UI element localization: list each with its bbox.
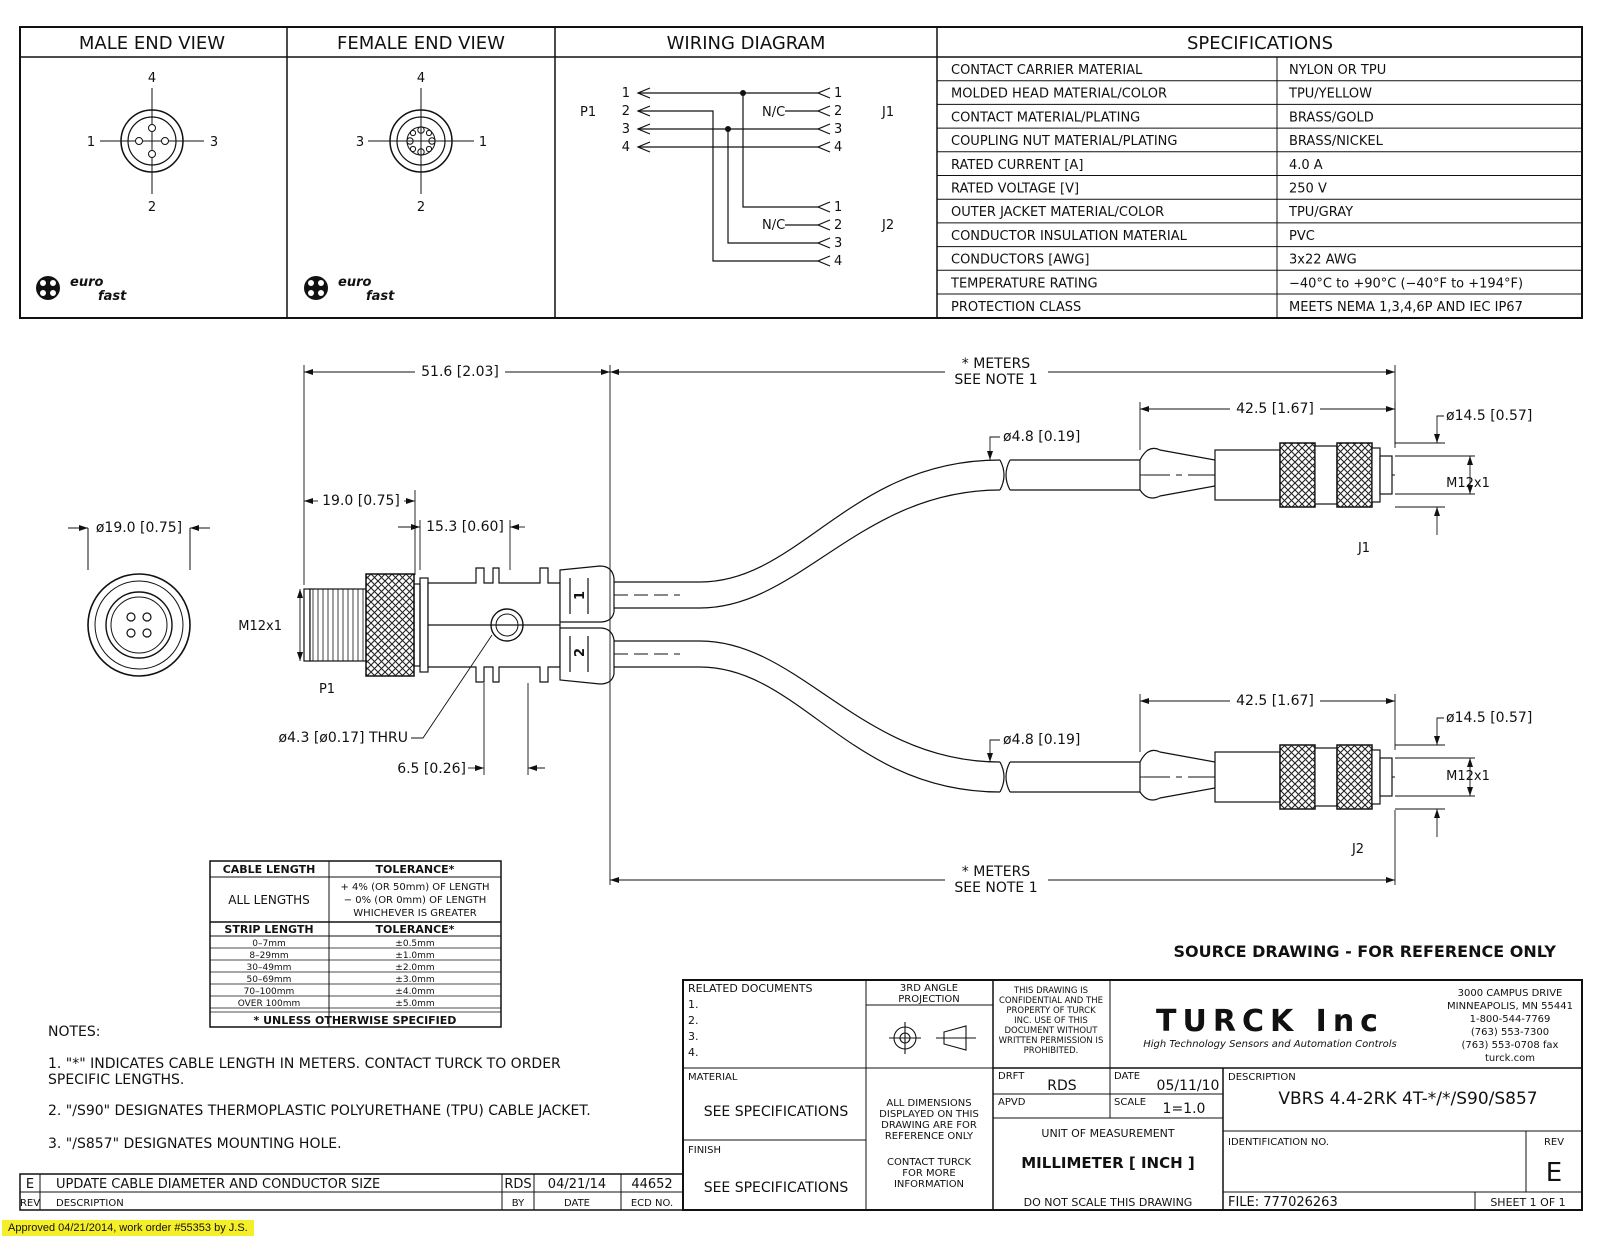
svg-text:2. "/S90" DESIGNATES THERMOPLA: 2. "/S90" DESIGNATES THERMOPLASTIC POLYURETHANE (TPU) CABLE JACKET. (48, 1103, 591, 1119)
wiring-j2-pins (834, 200, 842, 269)
spec-name: RATED VOLTAGE [V] (951, 181, 1080, 197)
spec-value: NYLON OR TPU (1289, 63, 1387, 78)
spec-name: CONTACT CARRIER MATERIAL (951, 63, 1143, 78)
svg-text:4: 4 (621, 140, 630, 155)
svg-text:IDENTIFICATION NO.: IDENTIFICATION NO. (1228, 1137, 1329, 1148)
svg-text:RELATED DOCUMENTS: RELATED DOCUMENTS (688, 982, 813, 995)
label-j1: J1 (1357, 541, 1371, 556)
svg-text:2.: 2. (688, 1014, 699, 1027)
svg-text:±1.0mm: ±1.0mm (395, 951, 435, 961)
svg-text:fast: fast (366, 289, 395, 304)
svg-text:SEE SPECIFICATIONS: SEE SPECIFICATIONS (703, 1180, 849, 1196)
svg-text:4: 4 (834, 140, 843, 155)
specifications-header: SPECIFICATIONS (1186, 33, 1334, 54)
spec-name: MOLDED HEAD MATERIAL/COLOR (951, 86, 1168, 102)
svg-text:OVER 100mm: OVER 100mm (237, 999, 301, 1009)
dim-len-42-j2: 42.5 [1.67] (1236, 693, 1314, 709)
female-end-view (368, 88, 474, 194)
rev-letter: E (1545, 1158, 1563, 1188)
svg-text:DESCRIPTION: DESCRIPTION (1228, 1072, 1296, 1083)
svg-text:+ 4% (OR 50mm) OF LENGTH: + 4% (OR 50mm) OF LENGTH (340, 882, 490, 893)
svg-text:05/11/10: 05/11/10 (1156, 1078, 1220, 1094)
svg-text:TOLERANCE*: TOLERANCE* (375, 923, 455, 936)
svg-text:DRAWING ARE FOR: DRAWING ARE FOR (881, 1120, 977, 1131)
svg-text:1=1.0: 1=1.0 (1162, 1101, 1206, 1117)
svg-text:±5.0mm: ±5.0mm (395, 999, 435, 1009)
dim-m12-j1: M12x1 (1446, 476, 1490, 491)
svg-text:DESCRIPTION: DESCRIPTION (56, 1198, 124, 1209)
svg-text:1. "*" INDICATES CABLE LENGTH: 1. "*" INDICATES CABLE LENGTH IN METERS. CONTACT TURCK TO ORDER (48, 1056, 561, 1072)
svg-text:REV: REV (1543, 1137, 1565, 1148)
svg-text:APVD: APVD (998, 1097, 1026, 1108)
wiring-p1-label: P1 (580, 105, 597, 120)
svg-text:70–100mm: 70–100mm (243, 987, 295, 997)
svg-text:REFERENCE ONLY: REFERENCE ONLY (884, 1131, 974, 1142)
svg-text:PROPERTY OF TURCK: PROPERTY OF TURCK (1006, 1006, 1096, 1016)
svg-text:SCALE: SCALE (1114, 1097, 1147, 1108)
svg-text:UPDATE CABLE DIAMETER AND COND: UPDATE CABLE DIAMETER AND CONDUCTOR SIZE (56, 1177, 381, 1192)
spec-value: 3x22 AWG (1289, 252, 1357, 268)
spec-value: 250 V (1289, 181, 1327, 197)
svg-text:±4.0mm: ±4.0mm (395, 987, 435, 997)
svg-text:44652: 44652 (631, 1177, 673, 1192)
drawing-description: VBRS 4.4-2RK 4T-*/*/S90/S857 (1278, 1089, 1538, 1109)
svg-text:ALL DIMENSIONS: ALL DIMENSIONS (886, 1098, 972, 1109)
svg-text:SEE SPECIFICATIONS: SEE SPECIFICATIONS (703, 1104, 849, 1120)
wiring-lines (638, 88, 830, 266)
dim-len-6: 6.5 [0.26] (397, 761, 466, 777)
svg-text:E: E (25, 1177, 35, 1192)
svg-text:3: 3 (834, 122, 843, 137)
revision-block (20, 1174, 683, 1210)
svg-text:PROHIBITED.: PROHIBITED. (1023, 1046, 1079, 1056)
svg-text:CONFIDENTIAL AND THE: CONFIDENTIAL AND THE (999, 996, 1103, 1006)
spec-value: BRASS/NICKEL (1289, 134, 1383, 150)
turck-logo: TURCK Inc (1156, 1004, 1384, 1039)
dim-len-15: 15.3 [0.60] (426, 519, 504, 535)
svg-text:04/21/14: 04/21/14 (547, 1177, 607, 1192)
tolerance-table (210, 861, 501, 1027)
dim-len-42-j1: 42.5 [1.67] (1236, 401, 1314, 417)
label-j2: J2 (1351, 842, 1365, 857)
svg-text:4: 4 (834, 254, 843, 269)
svg-text:RDS: RDS (504, 1177, 532, 1192)
spec-value: BRASS/GOLD (1289, 110, 1374, 126)
svg-text:MATERIAL: MATERIAL (688, 1072, 738, 1083)
wiring-nc-j2: N/C (762, 218, 786, 233)
dim-m12-j2: M12x1 (1446, 769, 1490, 784)
svg-text:FILE: 777026263: FILE: 777026263 (1228, 1195, 1338, 1210)
svg-text:1: 1 (621, 86, 630, 101)
svg-text:4.: 4. (688, 1046, 699, 1059)
assembly-drawing (88, 443, 1395, 809)
svg-text:INFORMATION: INFORMATION (893, 1179, 965, 1190)
svg-text:2: 2 (834, 218, 843, 233)
svg-text:±3.0mm: ±3.0mm (395, 975, 435, 985)
svg-text:±0.5mm: ±0.5mm (395, 939, 435, 949)
spec-name: RATED CURRENT [A] (951, 157, 1084, 173)
svg-text:UNIT OF MEASUREMENT: UNIT OF MEASUREMENT (1041, 1127, 1175, 1140)
svg-text:CABLE LENGTH: CABLE LENGTH (222, 863, 316, 876)
male-pin-3: 3 (209, 135, 219, 150)
wiring-p1-pins (622, 86, 630, 155)
svg-text:BY: BY (511, 1198, 525, 1209)
female-end-view-header: FEMALE END VIEW (337, 33, 505, 54)
spec-name: TEMPERATURE RATING (951, 276, 1098, 292)
specifications-table (937, 63, 1582, 315)
leg-2-label: 2 (573, 647, 588, 657)
svg-text:PROJECTION: PROJECTION (898, 994, 960, 1005)
svg-text:±2.0mm: ±2.0mm (395, 963, 435, 973)
eurofast-logo-male (36, 275, 127, 304)
projection-symbol-icon (889, 1022, 976, 1054)
source-drawing-note: SOURCE DRAWING - FOR REFERENCE ONLY (1173, 942, 1556, 961)
dim-dia-14-j2: ø14.5 [0.57] (1446, 710, 1533, 726)
dim-see-note-top: SEE NOTE 1 (954, 372, 1038, 388)
svg-text:MINNEAPOLIS, MN 55441: MINNEAPOLIS, MN 55441 (1447, 1001, 1573, 1012)
svg-text:TOLERANCE*: TOLERANCE* (375, 863, 455, 876)
leg-1-label: 1 (573, 590, 588, 600)
svg-text:8–29mm: 8–29mm (249, 951, 289, 961)
svg-text:(763) 553-0708 fax: (763) 553-0708 fax (1461, 1040, 1559, 1051)
svg-text:SHEET 1 OF 1: SHEET 1 OF 1 (1490, 1196, 1566, 1209)
svg-text:fast: fast (98, 289, 127, 304)
male-pin-1: 1 (86, 135, 96, 150)
svg-text:3: 3 (621, 122, 630, 137)
svg-text:* UNLESS OTHERWISE SPECIFIED: * UNLESS OTHERWISE SPECIFIED (253, 1014, 457, 1027)
svg-text:euro: euro (338, 275, 372, 290)
svg-text:2: 2 (621, 104, 630, 119)
svg-text:WRITTEN PERMISSION IS: WRITTEN PERMISSION IS (998, 1036, 1104, 1046)
dim-dia-14-j1: ø14.5 [0.57] (1446, 408, 1533, 424)
svg-text:3: 3 (834, 236, 843, 251)
svg-text:ECD NO.: ECD NO. (630, 1198, 674, 1209)
dim-meters-bottom: * METERS (961, 864, 1031, 880)
svg-text:SPECIFIC LENGTHS.: SPECIFIC LENGTHS. (48, 1072, 185, 1088)
svg-text:2: 2 (834, 104, 843, 119)
svg-text:DO NOT SCALE THIS DRAWING: DO NOT SCALE THIS DRAWING (1023, 1196, 1193, 1209)
title-block (683, 980, 1582, 1210)
svg-text:1: 1 (834, 200, 843, 215)
dim-meters-top: * METERS (961, 356, 1031, 372)
female-pin-3: 3 (355, 135, 365, 150)
svg-text:DATE: DATE (1114, 1071, 1141, 1082)
svg-text:RDS: RDS (1047, 1078, 1077, 1094)
wiring-j2-label: J2 (882, 218, 895, 233)
svg-text:INC. USE OF THIS: INC. USE OF THIS (1014, 1016, 1088, 1026)
svg-text:1.: 1. (688, 998, 699, 1011)
dim-see-note-bottom: SEE NOTE 1 (954, 880, 1038, 896)
svg-text:3.: 3. (688, 1030, 699, 1043)
svg-text:REV: REV (19, 1198, 41, 1209)
svg-text:30–49mm: 30–49mm (246, 963, 292, 973)
svg-text:0–7mm: 0–7mm (252, 939, 286, 949)
label-p1: P1 (318, 682, 336, 697)
spec-value: TPU/YELLOW (1289, 86, 1372, 102)
svg-text:STRIP LENGTH: STRIP LENGTH (224, 923, 314, 936)
turck-tagline: High Technology Sensors and Automation Controls (1143, 1039, 1397, 1050)
dim-m12-p1: M12x1 (238, 619, 282, 634)
male-pin-4: 4 (147, 71, 157, 86)
spec-name: CONTACT MATERIAL/PLATING (951, 110, 1141, 126)
male-end-view-header: MALE END VIEW (78, 33, 226, 54)
spec-value: TPU/GRAY (1289, 205, 1354, 221)
svg-text:DATE: DATE (563, 1198, 591, 1209)
eurofast-logo-female (304, 275, 395, 304)
svg-text:(763) 553-7300: (763) 553-7300 (1470, 1027, 1550, 1038)
wiring-j1-pins (834, 86, 842, 155)
dim-overall-length: 51.6 [2.03] (421, 364, 499, 380)
svg-text:FOR MORE: FOR MORE (902, 1168, 956, 1179)
spec-value: PVC (1289, 228, 1315, 244)
female-pin-1: 1 (478, 135, 488, 150)
svg-text:50–69mm: 50–69mm (246, 975, 292, 985)
dim-cable-dia-2: ø4.8 [0.19] (1003, 732, 1081, 748)
svg-text:turck.com: turck.com (1485, 1053, 1535, 1064)
spec-name: CONDUCTOR INSULATION MATERIAL (951, 228, 1187, 244)
notes (48, 1024, 591, 1152)
svg-text:3. "/S857" DESIGNATES MOUNTING: 3. "/S857" DESIGNATES MOUNTING HOLE. (48, 1136, 342, 1152)
dim-len-19: 19.0 [0.75] (322, 493, 400, 509)
female-pin-4: 4 (416, 71, 426, 86)
svg-text:WHICHEVER IS GREATER: WHICHEVER IS GREATER (353, 908, 477, 919)
svg-text:3000 CAMPUS DRIVE: 3000 CAMPUS DRIVE (1457, 988, 1563, 999)
female-pin-2: 2 (416, 200, 426, 215)
dim-thru-hole: ø4.3 [ø0.17] THRU (278, 730, 408, 746)
male-end-view (100, 88, 204, 194)
svg-text:euro: euro (70, 275, 104, 290)
spec-name: PROTECTION CLASS (951, 300, 1082, 315)
svg-text:1-800-544-7769: 1-800-544-7769 (1469, 1014, 1551, 1025)
svg-text:3RD ANGLE: 3RD ANGLE (899, 983, 959, 994)
svg-text:1: 1 (834, 86, 843, 101)
svg-text:THIS DRAWING IS: THIS DRAWING IS (1013, 986, 1089, 996)
approval-stamp: Approved 04/21/2014, work order #55353 by J.S. (2, 1220, 254, 1236)
spec-name: CONDUCTORS [AWG] (951, 252, 1090, 268)
svg-text:DISPLAYED ON THIS: DISPLAYED ON THIS (879, 1109, 979, 1120)
dim-cable-dia-1: ø4.8 [0.19] (1003, 429, 1081, 445)
dim-dia-19: ø19.0 [0.75] (95, 520, 183, 536)
svg-text:ALL LENGTHS: ALL LENGTHS (228, 893, 310, 907)
spec-value: 4.0 A (1289, 157, 1323, 173)
svg-text:− 0% (OR 0mm) OF LENGTH: − 0% (OR 0mm) OF LENGTH (343, 895, 487, 906)
svg-text:DOCUMENT WITHOUT: DOCUMENT WITHOUT (1004, 1026, 1098, 1036)
wiring-diagram-header: WIRING DIAGRAM (666, 33, 826, 54)
wiring-nc-j1: N/C (762, 105, 786, 120)
spec-value: MEETS NEMA 1,3,4,6P AND IEC IP67 (1289, 300, 1523, 315)
male-pin-2: 2 (147, 200, 157, 215)
svg-text:DRFT: DRFT (998, 1071, 1025, 1082)
wiring-j1-label: J1 (882, 105, 895, 120)
svg-text:MILLIMETER [ INCH ]: MILLIMETER [ INCH ] (1021, 1154, 1195, 1172)
spec-value: −40°C to +90°C (−40°F to +194°F) (1289, 276, 1524, 292)
dimension-arrows (79, 369, 1473, 883)
svg-text:CONTACT TURCK: CONTACT TURCK (886, 1157, 972, 1168)
svg-text:FINISH: FINISH (688, 1145, 721, 1156)
spec-name: OUTER JACKET MATERIAL/COLOR (951, 205, 1165, 221)
spec-name: COUPLING NUT MATERIAL/PLATING (951, 134, 1178, 150)
svg-text:NOTES:: NOTES: (48, 1024, 101, 1040)
